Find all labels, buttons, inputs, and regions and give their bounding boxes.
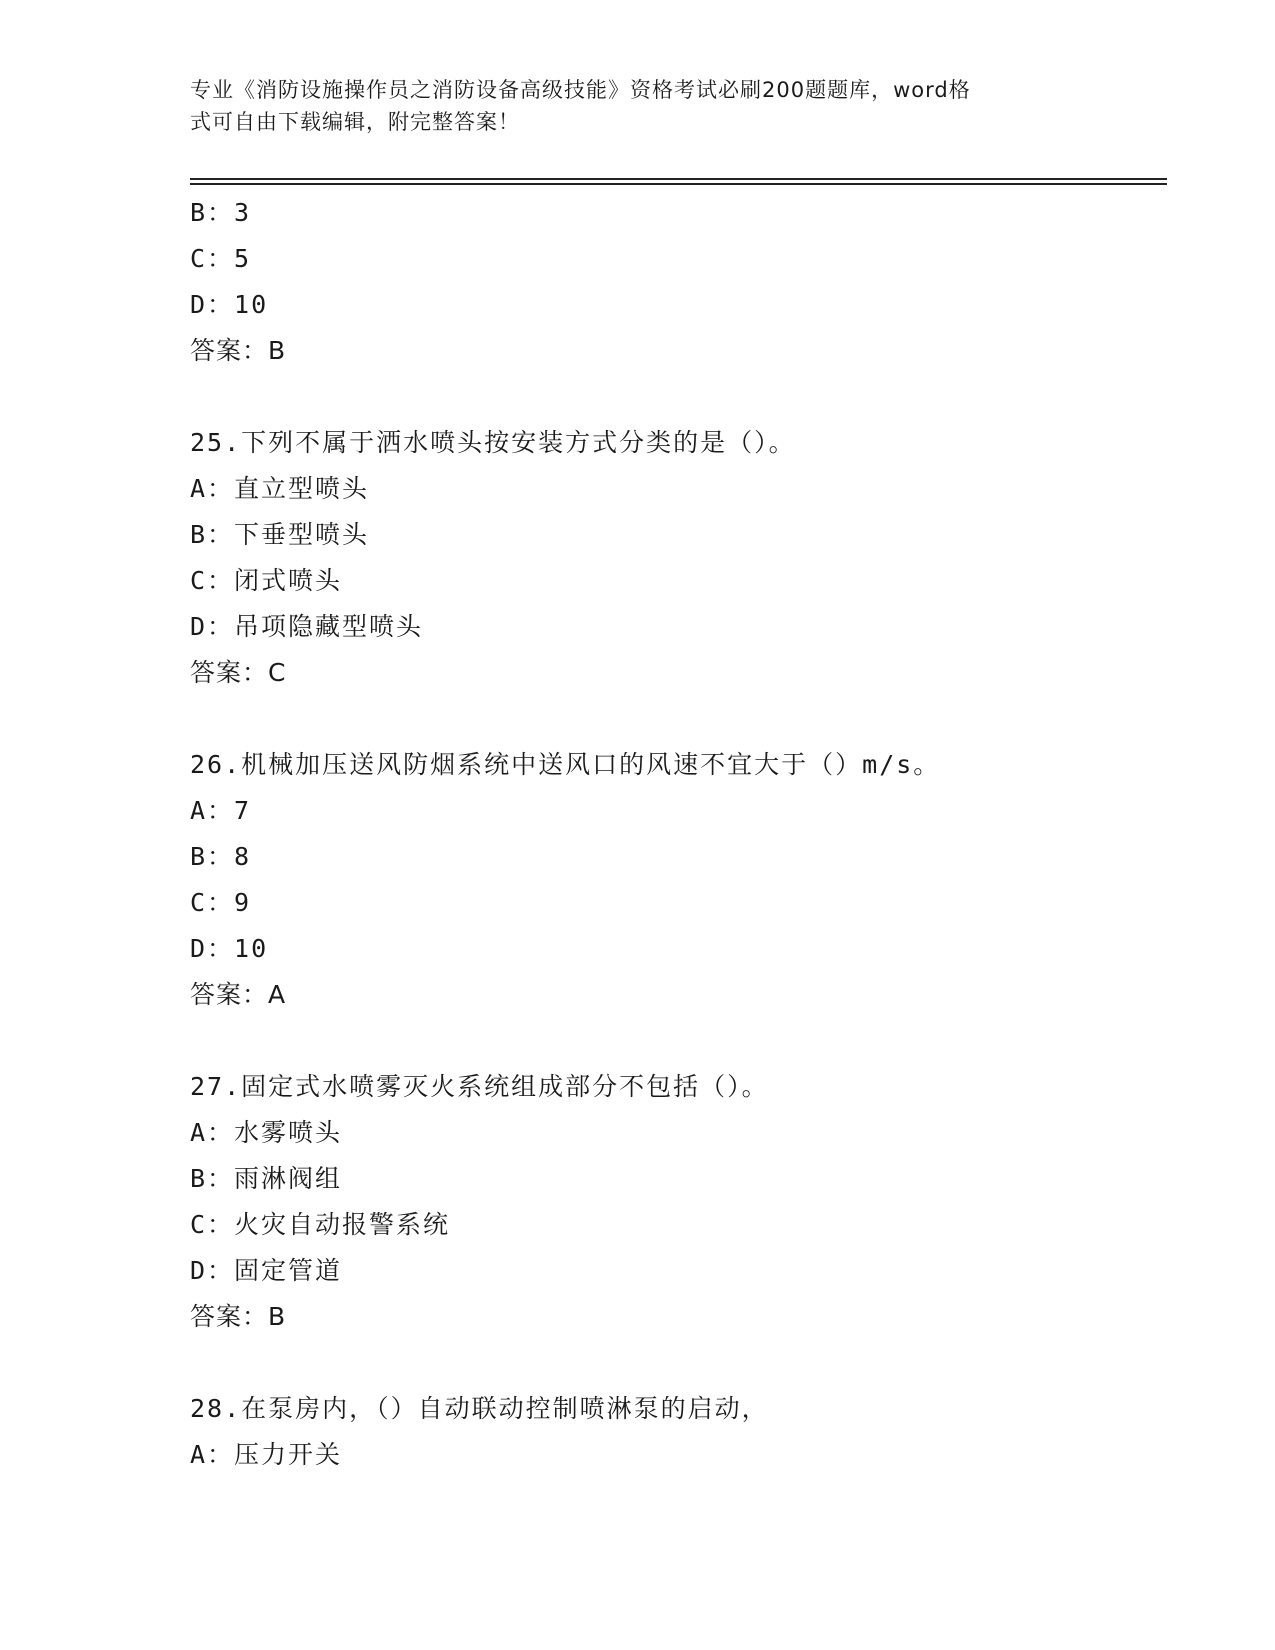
option-b: B：雨淋阀组 <box>190 1164 343 1193</box>
question-26 <box>190 742 1170 1018</box>
option-b: B：下垂型喷头 <box>190 520 370 549</box>
header-divider-bottom <box>190 183 1167 185</box>
header-line-2: 式可自由下载编辑，附完整答案！ <box>190 110 520 134</box>
option-d: D：固定管道 <box>190 1256 343 1285</box>
question-title: 25.下列不属于洒水喷头按安装方式分类的是（）。 <box>190 428 796 457</box>
option-b: B：8 <box>190 842 252 871</box>
option-a: A：7 <box>190 796 252 825</box>
answer-line: 答案：B <box>190 336 287 365</box>
option-b: B：3 <box>190 198 252 227</box>
option-a: A：压力开关 <box>190 1440 343 1469</box>
option-a: A：水雾喷头 <box>190 1118 343 1147</box>
answer-line: 答案：B <box>190 1302 287 1331</box>
header-divider-top <box>190 178 1167 180</box>
option-d: D：10 <box>190 290 269 319</box>
question-24-continued <box>190 190 1170 374</box>
option-d: D：吊项隐藏型喷头 <box>190 612 424 641</box>
question-title: 27.固定式水喷雾灭火系统组成部分不包括（）。 <box>190 1072 769 1101</box>
answer-line: 答案：C <box>190 658 287 687</box>
answer-line: 答案：A <box>190 980 287 1009</box>
option-a: A：直立型喷头 <box>190 474 370 503</box>
option-c: C：闭式喷头 <box>190 566 343 595</box>
question-title: 26.机械加压送风防烟系统中送风口的风速不宜大于（）m/s。 <box>190 750 941 779</box>
question-title: 28.在泵房内，（）自动联动控制喷淋泵的启动， <box>190 1394 769 1423</box>
header-line-1: 专业《消防设施操作员之消防设备高级技能》资格考试必刷200题题库，word格 <box>190 78 971 102</box>
question-27 <box>190 1064 1170 1340</box>
option-c: C：火灾自动报警系统 <box>190 1210 451 1239</box>
document-header <box>190 74 1090 138</box>
option-c: C：9 <box>190 888 252 917</box>
question-28 <box>190 1386 1170 1478</box>
option-d: D：10 <box>190 934 269 963</box>
question-25 <box>190 420 1170 696</box>
question-list <box>190 190 1170 1478</box>
option-c: C：5 <box>190 244 252 273</box>
